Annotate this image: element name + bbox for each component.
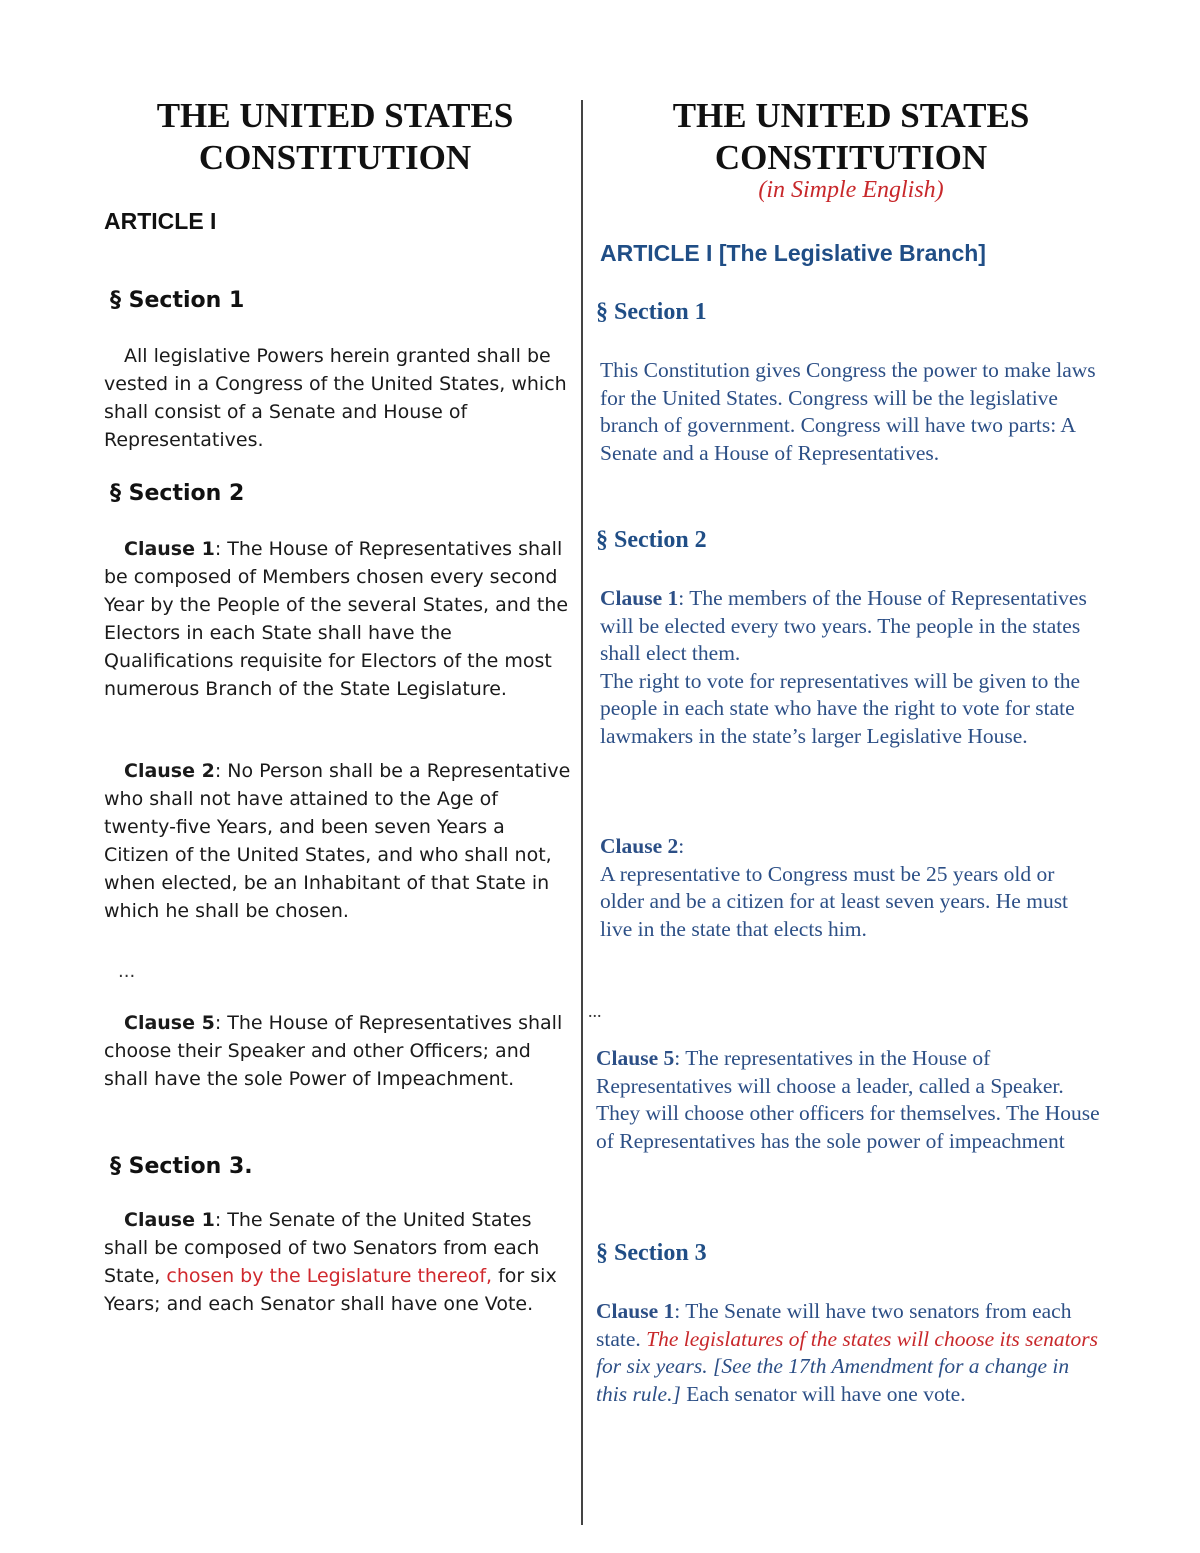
clause-label: Clause 2 [124, 760, 215, 782]
section-1-heading: § Section 1 [596, 299, 707, 325]
clause-text-2: The right to vote for representatives will be given to the people in each state who have the right to vote for state lawmakers in the state’s larger Legislative House. [600, 668, 1081, 748]
clause-label: Clause 1 [596, 1299, 675, 1323]
section-1-text: This Constitution gives Congress the power to make laws for the United States. Congress will be the legislative branch of government. Congress will have two parts: A Senate and a House of Representatives. [600, 358, 1096, 465]
article-heading: ARTICLE I [104, 208, 217, 234]
clause-text: : The representatives in the House of Representatives will choose a leader, called a Speaker. They will choose other officers for themselves. The House of Representatives has the sole power of impeachment [596, 1046, 1100, 1153]
clause-label: Clause 5 [124, 1012, 215, 1034]
column-divider [581, 100, 583, 1525]
title-line-1: THE UNITED STATES [156, 96, 514, 135]
section-3-clause-1 [596, 1298, 1101, 1408]
highlighted-text: The legislatures of the states will choose its senators [646, 1326, 1099, 1351]
clause-text: : The Senate will have two senators from each state. [596, 1299, 1072, 1351]
section-3-clause-1 [104, 1206, 574, 1318]
original-text-column [100, 95, 571, 1315]
section-2-clause-2 [600, 833, 1100, 943]
section-2-clause-5 [596, 1045, 1101, 1155]
clause-text: A representative to Congress must be 25 years old or older and be a citizen for at least seven years. He must live in the state that elects him. [600, 861, 1069, 941]
highlighted-text: chosen by the Legislature thereof, [166, 1265, 493, 1287]
clause-label: Clause 1 [124, 538, 215, 560]
original-title [100, 95, 570, 179]
clause-text: : The Senate of the United States shall be composed of two Senators from each State, [104, 1209, 540, 1287]
clause-text: : The House of Representatives shall choose their Speaker and other Officers; and shall have the sole Power of Impeachment. [104, 1012, 563, 1090]
clause-label: Clause 1 [124, 1209, 215, 1231]
clause-text-end: for six Years; and each Senator shall have one Vote. [104, 1265, 557, 1315]
amendment-note: for six years. [See the 17th Amendment for a change in this rule.] [596, 1354, 1070, 1406]
title-line-1: THE UNITED STATES [672, 96, 1030, 135]
section-3-heading: § Section 3. [110, 1154, 253, 1179]
clause-text: : The members of the House of Representatives will be elected every two years. The people in the states shall elect them. [600, 586, 1087, 665]
section-1-text: All legislative Powers herein granted shall be vested in a Congress of the United States, which shall consist of a Senate and House of Representatives. [104, 345, 567, 451]
section-3-heading: § Section 3 [596, 1240, 707, 1266]
simple-english-column [588, 95, 1106, 1406]
section-2-clause-2 [104, 757, 574, 925]
subtitle: (in Simple English) [758, 177, 944, 203]
section-2-clause-1 [104, 535, 574, 703]
clause-label: Clause 2 [600, 834, 679, 858]
clause-colon: : [678, 834, 685, 858]
simple-title [596, 95, 1106, 205]
section-2-heading: § Section 2 [110, 481, 245, 506]
clause-text: : No Person shall be a Representative who shall not have attained to the Age of twenty-five Years, and been seven Years a Citizen of the United States, and who shall not, when elected, be an Inhabitant of that State in which he shall be chosen. [104, 760, 571, 922]
article-heading: ARTICLE I [The Legislative Branch] [600, 240, 986, 266]
clause-label: Clause 1 [600, 586, 679, 610]
clause-text-end: Each senator will have one vote. [680, 1381, 966, 1406]
clause-text: : The House of Representatives shall be composed of Members chosen every second Year by the People of the several States, and the Electors in each State shall have the Qualifications requisite for Electors of the most numerous Branch of the State Legislature. [104, 538, 569, 700]
clause-label: Clause 5 [596, 1046, 675, 1070]
title-line-2: CONSTITUTION [198, 138, 472, 177]
section-2-heading: § Section 2 [596, 527, 707, 553]
title-line-2: CONSTITUTION [714, 138, 988, 177]
section-1-heading: § Section 1 [110, 288, 245, 313]
section-2-clause-5 [104, 1009, 574, 1093]
section-2-clause-1 [600, 585, 1100, 750]
ellipsis: ... [118, 961, 136, 982]
ellipsis: ... [588, 1001, 602, 1021]
